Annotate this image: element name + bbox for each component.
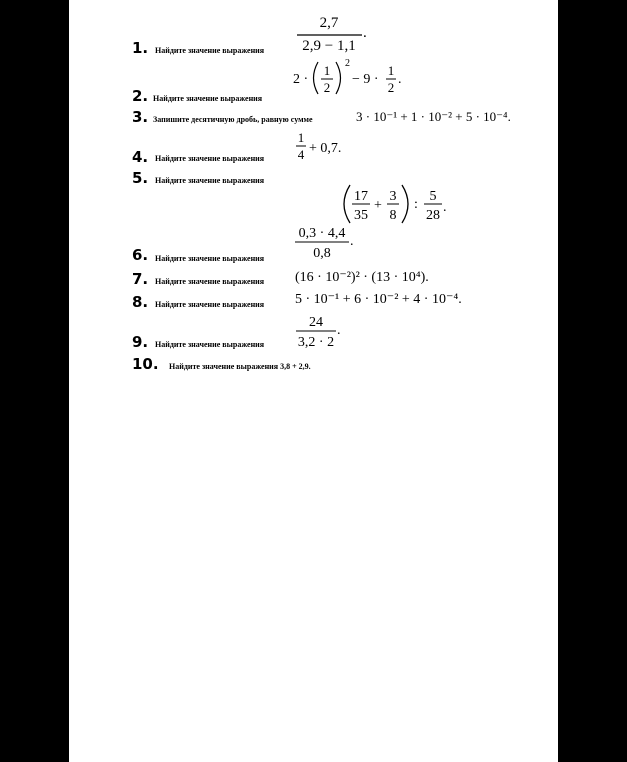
task-4-text: Найдите значение выражения bbox=[155, 154, 265, 163]
expr2-frac-numerator: 1 bbox=[323, 63, 331, 78]
expr2-period: . bbox=[398, 72, 402, 87]
expr5-period: . bbox=[443, 200, 447, 215]
task-1-number: 1. bbox=[132, 39, 149, 57]
expression-6 bbox=[295, 226, 354, 261]
expression-5 bbox=[344, 185, 447, 223]
expr4-tail: + 0,7. bbox=[309, 141, 342, 156]
expression-7: (16 · 10⁻²)² · (13 · 10⁴). bbox=[295, 270, 429, 285]
task-10-number: 10. bbox=[132, 355, 159, 373]
expression-2 bbox=[293, 58, 402, 95]
expr1-period: . bbox=[363, 25, 367, 41]
expr2-frac-denominator: 2 bbox=[323, 80, 331, 95]
expr1-numerator: 2,7 bbox=[319, 15, 339, 31]
expr2-minus-nine: − 9 · bbox=[352, 72, 379, 87]
expr4-numerator: 1 bbox=[297, 130, 305, 145]
task-3-number: 3. bbox=[132, 108, 149, 126]
task-10-text: Найдите значение выражения 3,8 + 2,9. bbox=[169, 362, 311, 371]
expression-3: 3 · 10⁻¹ + 1 · 10⁻² + 5 · 10⁻⁴. bbox=[356, 109, 511, 124]
expr2-half-denominator: 2 bbox=[387, 80, 395, 95]
task-5-text: Найдите значение выражения bbox=[155, 176, 265, 185]
expr5-a-denominator: 35 bbox=[354, 208, 368, 223]
expr9-numerator: 24 bbox=[309, 315, 323, 330]
expr2-coefficient: 2 · bbox=[293, 72, 309, 87]
expr2-left-paren bbox=[314, 62, 319, 94]
worksheet-page bbox=[69, 0, 558, 762]
expr2-right-paren bbox=[336, 62, 341, 94]
task-6-text: Найдите значение выражения bbox=[155, 254, 265, 263]
expr6-denominator: 0,8 bbox=[313, 246, 331, 261]
expr1-denominator: 2,9 − 1,1 bbox=[302, 38, 356, 54]
math-expressions bbox=[69, 0, 558, 762]
expr9-denominator: 3,2 · 2 bbox=[297, 335, 335, 350]
expr4-denominator: 4 bbox=[297, 147, 305, 162]
task-4-number: 4. bbox=[132, 148, 149, 166]
task-7-text: Найдите значение выражения bbox=[155, 277, 265, 286]
task-9-text: Найдите значение выражения bbox=[155, 340, 265, 349]
task-5-number: 5. bbox=[132, 169, 149, 187]
expression-1 bbox=[297, 15, 367, 54]
expr5-b-numerator: 3 bbox=[389, 189, 397, 204]
expr6-period: . bbox=[350, 234, 354, 249]
task-2-number: 2. bbox=[132, 87, 149, 105]
expr2-exponent: 2 bbox=[345, 58, 350, 69]
expr5-plus: + bbox=[374, 198, 382, 213]
expression-9 bbox=[296, 315, 341, 350]
expr5-b-denominator: 8 bbox=[389, 208, 397, 223]
expr2-half-numerator: 1 bbox=[387, 63, 395, 78]
expr5-right-paren bbox=[402, 185, 408, 223]
task-6-number: 6. bbox=[132, 246, 149, 264]
expr5-c-numerator: 5 bbox=[429, 189, 437, 204]
task-8-text: Найдите значение выражения bbox=[155, 300, 265, 309]
expr5-a-numerator: 17 bbox=[354, 189, 368, 204]
expr5-divide: : bbox=[414, 197, 418, 212]
expr5-left-paren bbox=[344, 185, 350, 223]
task-7-number: 7. bbox=[132, 270, 149, 288]
task-8-number: 8. bbox=[132, 293, 149, 311]
task-2-text: Найдите значение выражения bbox=[153, 94, 263, 103]
expression-8: 5 · 10⁻¹ + 6 · 10⁻² + 4 · 10⁻⁴. bbox=[295, 292, 462, 307]
task-3-text: Запишите десятичную дробь, равную сумме bbox=[153, 115, 313, 124]
expression-4 bbox=[296, 130, 341, 162]
expr9-period: . bbox=[337, 323, 341, 338]
task-9-number: 9. bbox=[132, 333, 149, 351]
expr5-c-denominator: 28 bbox=[426, 208, 440, 223]
expr6-numerator: 0,3 · 4,4 bbox=[298, 226, 346, 241]
task-1-text: Найдите значение выражения bbox=[155, 46, 265, 55]
